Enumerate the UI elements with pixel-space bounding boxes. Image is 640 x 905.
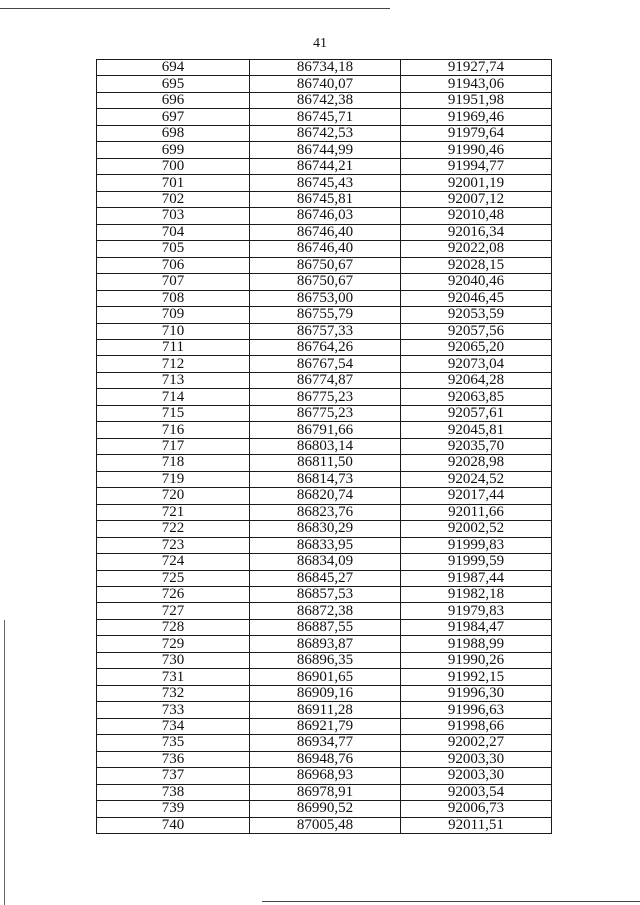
y-coordinate-cell: 92003,30 — [401, 768, 552, 784]
table-row — [97, 554, 552, 570]
point-number-cell: 722 — [97, 521, 250, 537]
coordinates-table-body — [97, 60, 552, 834]
y-coordinate-cell: 91994,77 — [401, 158, 552, 174]
x-coordinate-cell: 86746,40 — [250, 241, 401, 257]
y-coordinate-cell: 92065,20 — [401, 339, 552, 355]
y-coordinate-cell: 92001,19 — [401, 175, 552, 191]
y-coordinate-cell: 92007,12 — [401, 191, 552, 207]
left-edge-rule — [4, 620, 5, 905]
y-coordinate-cell: 91999,83 — [401, 537, 552, 553]
x-coordinate-cell: 86948,76 — [250, 751, 401, 767]
table-row — [97, 76, 552, 92]
point-number-cell: 704 — [97, 224, 250, 240]
table-row — [97, 768, 552, 784]
y-coordinate-cell: 92011,66 — [401, 504, 552, 520]
y-coordinate-cell: 92040,46 — [401, 274, 552, 290]
table-row — [97, 619, 552, 635]
table-row — [97, 175, 552, 191]
point-number-cell: 696 — [97, 92, 250, 108]
point-number-cell: 731 — [97, 669, 250, 685]
point-number-cell: 715 — [97, 405, 250, 421]
x-coordinate-cell: 86746,03 — [250, 208, 401, 224]
y-coordinate-cell: 92011,51 — [401, 817, 552, 833]
x-coordinate-cell: 86814,73 — [250, 471, 401, 487]
point-number-cell: 726 — [97, 587, 250, 603]
x-coordinate-cell: 86990,52 — [250, 801, 401, 817]
point-number-cell: 736 — [97, 751, 250, 767]
y-coordinate-cell: 91992,15 — [401, 669, 552, 685]
y-coordinate-cell: 92045,81 — [401, 422, 552, 438]
point-number-cell: 708 — [97, 290, 250, 306]
x-coordinate-cell: 86746,40 — [250, 224, 401, 240]
x-coordinate-cell: 86753,00 — [250, 290, 401, 306]
point-number-cell: 730 — [97, 652, 250, 668]
table-row — [97, 735, 552, 751]
point-number-cell: 709 — [97, 307, 250, 323]
y-coordinate-cell: 92016,34 — [401, 224, 552, 240]
y-coordinate-cell: 92028,98 — [401, 455, 552, 471]
y-coordinate-cell: 91969,46 — [401, 109, 552, 125]
table-row — [97, 685, 552, 701]
x-coordinate-cell: 86745,81 — [250, 191, 401, 207]
table-row — [97, 191, 552, 207]
table-row — [97, 455, 552, 471]
point-number-cell: 698 — [97, 125, 250, 141]
x-coordinate-cell: 86934,77 — [250, 735, 401, 751]
x-coordinate-cell: 86764,26 — [250, 339, 401, 355]
point-number-cell: 733 — [97, 702, 250, 718]
table-row — [97, 801, 552, 817]
point-number-cell: 702 — [97, 191, 250, 207]
y-coordinate-cell: 91943,06 — [401, 76, 552, 92]
x-coordinate-cell: 86909,16 — [250, 685, 401, 701]
point-number-cell: 707 — [97, 274, 250, 290]
y-coordinate-cell: 92053,59 — [401, 307, 552, 323]
x-coordinate-cell: 86734,18 — [250, 60, 401, 76]
table-row — [97, 356, 552, 372]
point-number-cell: 699 — [97, 142, 250, 158]
table-row — [97, 109, 552, 125]
table-row — [97, 521, 552, 537]
table-row — [97, 570, 552, 586]
y-coordinate-cell: 92073,04 — [401, 356, 552, 372]
table-row — [97, 587, 552, 603]
point-number-cell: 725 — [97, 570, 250, 586]
x-coordinate-cell: 86901,65 — [250, 669, 401, 685]
table-row — [97, 257, 552, 273]
point-number-cell: 712 — [97, 356, 250, 372]
table-row — [97, 60, 552, 76]
x-coordinate-cell: 86921,79 — [250, 718, 401, 734]
point-number-cell: 740 — [97, 817, 250, 833]
point-number-cell: 720 — [97, 488, 250, 504]
y-coordinate-cell: 92028,15 — [401, 257, 552, 273]
x-coordinate-cell: 86775,23 — [250, 389, 401, 405]
point-number-cell: 735 — [97, 735, 250, 751]
point-number-cell: 714 — [97, 389, 250, 405]
point-number-cell: 732 — [97, 685, 250, 701]
point-number-cell: 728 — [97, 619, 250, 635]
table-row — [97, 389, 552, 405]
table-row — [97, 92, 552, 108]
x-coordinate-cell: 86830,29 — [250, 521, 401, 537]
y-coordinate-cell: 92024,52 — [401, 471, 552, 487]
x-coordinate-cell: 86896,35 — [250, 652, 401, 668]
table-row — [97, 208, 552, 224]
point-number-cell: 724 — [97, 554, 250, 570]
x-coordinate-cell: 86893,87 — [250, 636, 401, 652]
y-coordinate-cell: 91951,98 — [401, 92, 552, 108]
table-row — [97, 307, 552, 323]
table-row — [97, 438, 552, 454]
x-coordinate-cell: 87005,48 — [250, 817, 401, 833]
x-coordinate-cell: 86757,33 — [250, 323, 401, 339]
point-number-cell: 705 — [97, 241, 250, 257]
page-number: 41 — [313, 36, 327, 51]
table-row — [97, 636, 552, 652]
y-coordinate-cell: 92002,52 — [401, 521, 552, 537]
table-row — [97, 603, 552, 619]
coordinates-table — [96, 59, 552, 834]
table-row — [97, 142, 552, 158]
y-coordinate-cell: 92010,48 — [401, 208, 552, 224]
point-number-cell: 697 — [97, 109, 250, 125]
table-row — [97, 504, 552, 520]
x-coordinate-cell: 86911,28 — [250, 702, 401, 718]
x-coordinate-cell: 86774,87 — [250, 372, 401, 388]
x-coordinate-cell: 86887,55 — [250, 619, 401, 635]
table-row — [97, 652, 552, 668]
point-number-cell: 727 — [97, 603, 250, 619]
point-number-cell: 717 — [97, 438, 250, 454]
x-coordinate-cell: 86833,95 — [250, 537, 401, 553]
y-coordinate-cell: 91979,64 — [401, 125, 552, 141]
y-coordinate-cell: 92057,56 — [401, 323, 552, 339]
table-row — [97, 817, 552, 833]
point-number-cell: 729 — [97, 636, 250, 652]
x-coordinate-cell: 86872,38 — [250, 603, 401, 619]
point-number-cell: 739 — [97, 801, 250, 817]
point-number-cell: 716 — [97, 422, 250, 438]
table-row — [97, 241, 552, 257]
x-coordinate-cell: 86745,71 — [250, 109, 401, 125]
table-row — [97, 784, 552, 800]
y-coordinate-cell: 91996,63 — [401, 702, 552, 718]
point-number-cell: 700 — [97, 158, 250, 174]
y-coordinate-cell: 92064,28 — [401, 372, 552, 388]
y-coordinate-cell: 92003,30 — [401, 751, 552, 767]
y-coordinate-cell: 92006,73 — [401, 801, 552, 817]
y-coordinate-cell: 92017,44 — [401, 488, 552, 504]
point-number-cell: 706 — [97, 257, 250, 273]
table-row — [97, 751, 552, 767]
table-row — [97, 290, 552, 306]
y-coordinate-cell: 92046,45 — [401, 290, 552, 306]
y-coordinate-cell: 91927,74 — [401, 60, 552, 76]
point-number-cell: 695 — [97, 76, 250, 92]
x-coordinate-cell: 86811,50 — [250, 455, 401, 471]
point-number-cell: 718 — [97, 455, 250, 471]
y-coordinate-cell: 92057,61 — [401, 405, 552, 421]
point-number-cell: 713 — [97, 372, 250, 388]
y-coordinate-cell: 91984,47 — [401, 619, 552, 635]
table-row — [97, 537, 552, 553]
point-number-cell: 719 — [97, 471, 250, 487]
point-number-cell: 711 — [97, 339, 250, 355]
x-coordinate-cell: 86857,53 — [250, 587, 401, 603]
y-coordinate-cell: 91988,99 — [401, 636, 552, 652]
table-row — [97, 718, 552, 734]
table-row — [97, 471, 552, 487]
table-row — [97, 125, 552, 141]
point-number-cell: 701 — [97, 175, 250, 191]
x-coordinate-cell: 86742,53 — [250, 125, 401, 141]
y-coordinate-cell: 92063,85 — [401, 389, 552, 405]
x-coordinate-cell: 86744,21 — [250, 158, 401, 174]
table-row — [97, 339, 552, 355]
x-coordinate-cell: 86968,93 — [250, 768, 401, 784]
x-coordinate-cell: 86834,09 — [250, 554, 401, 570]
y-coordinate-cell: 91996,30 — [401, 685, 552, 701]
table-row — [97, 158, 552, 174]
table-row — [97, 422, 552, 438]
point-number-cell: 734 — [97, 718, 250, 734]
x-coordinate-cell: 86791,66 — [250, 422, 401, 438]
x-coordinate-cell: 86803,14 — [250, 438, 401, 454]
x-coordinate-cell: 86742,38 — [250, 92, 401, 108]
x-coordinate-cell: 86823,76 — [250, 504, 401, 520]
y-coordinate-cell: 91990,46 — [401, 142, 552, 158]
x-coordinate-cell: 86750,67 — [250, 274, 401, 290]
table-row — [97, 323, 552, 339]
table-row — [97, 488, 552, 504]
table-row — [97, 372, 552, 388]
y-coordinate-cell: 91982,18 — [401, 587, 552, 603]
bottom-rule — [262, 901, 640, 902]
y-coordinate-cell: 92002,27 — [401, 735, 552, 751]
y-coordinate-cell: 91990,26 — [401, 652, 552, 668]
x-coordinate-cell: 86775,23 — [250, 405, 401, 421]
x-coordinate-cell: 86745,43 — [250, 175, 401, 191]
y-coordinate-cell: 92035,70 — [401, 438, 552, 454]
table-row — [97, 405, 552, 421]
point-number-cell: 703 — [97, 208, 250, 224]
point-number-cell: 737 — [97, 768, 250, 784]
x-coordinate-cell: 86744,99 — [250, 142, 401, 158]
point-number-cell: 710 — [97, 323, 250, 339]
x-coordinate-cell: 86750,67 — [250, 257, 401, 273]
point-number-cell: 723 — [97, 537, 250, 553]
x-coordinate-cell: 86820,74 — [250, 488, 401, 504]
x-coordinate-cell: 86978,91 — [250, 784, 401, 800]
y-coordinate-cell: 91979,83 — [401, 603, 552, 619]
table-row — [97, 224, 552, 240]
point-number-cell: 721 — [97, 504, 250, 520]
y-coordinate-cell: 91999,59 — [401, 554, 552, 570]
x-coordinate-cell: 86767,54 — [250, 356, 401, 372]
point-number-cell: 738 — [97, 784, 250, 800]
x-coordinate-cell: 86845,27 — [250, 570, 401, 586]
point-number-cell: 694 — [97, 60, 250, 76]
y-coordinate-cell: 91998,66 — [401, 718, 552, 734]
x-coordinate-cell: 86755,79 — [250, 307, 401, 323]
x-coordinate-cell: 86740,07 — [250, 76, 401, 92]
top-rule — [0, 8, 390, 9]
y-coordinate-cell: 92022,08 — [401, 241, 552, 257]
table-row — [97, 274, 552, 290]
table-row — [97, 702, 552, 718]
y-coordinate-cell: 91987,44 — [401, 570, 552, 586]
table-row — [97, 669, 552, 685]
y-coordinate-cell: 92003,54 — [401, 784, 552, 800]
